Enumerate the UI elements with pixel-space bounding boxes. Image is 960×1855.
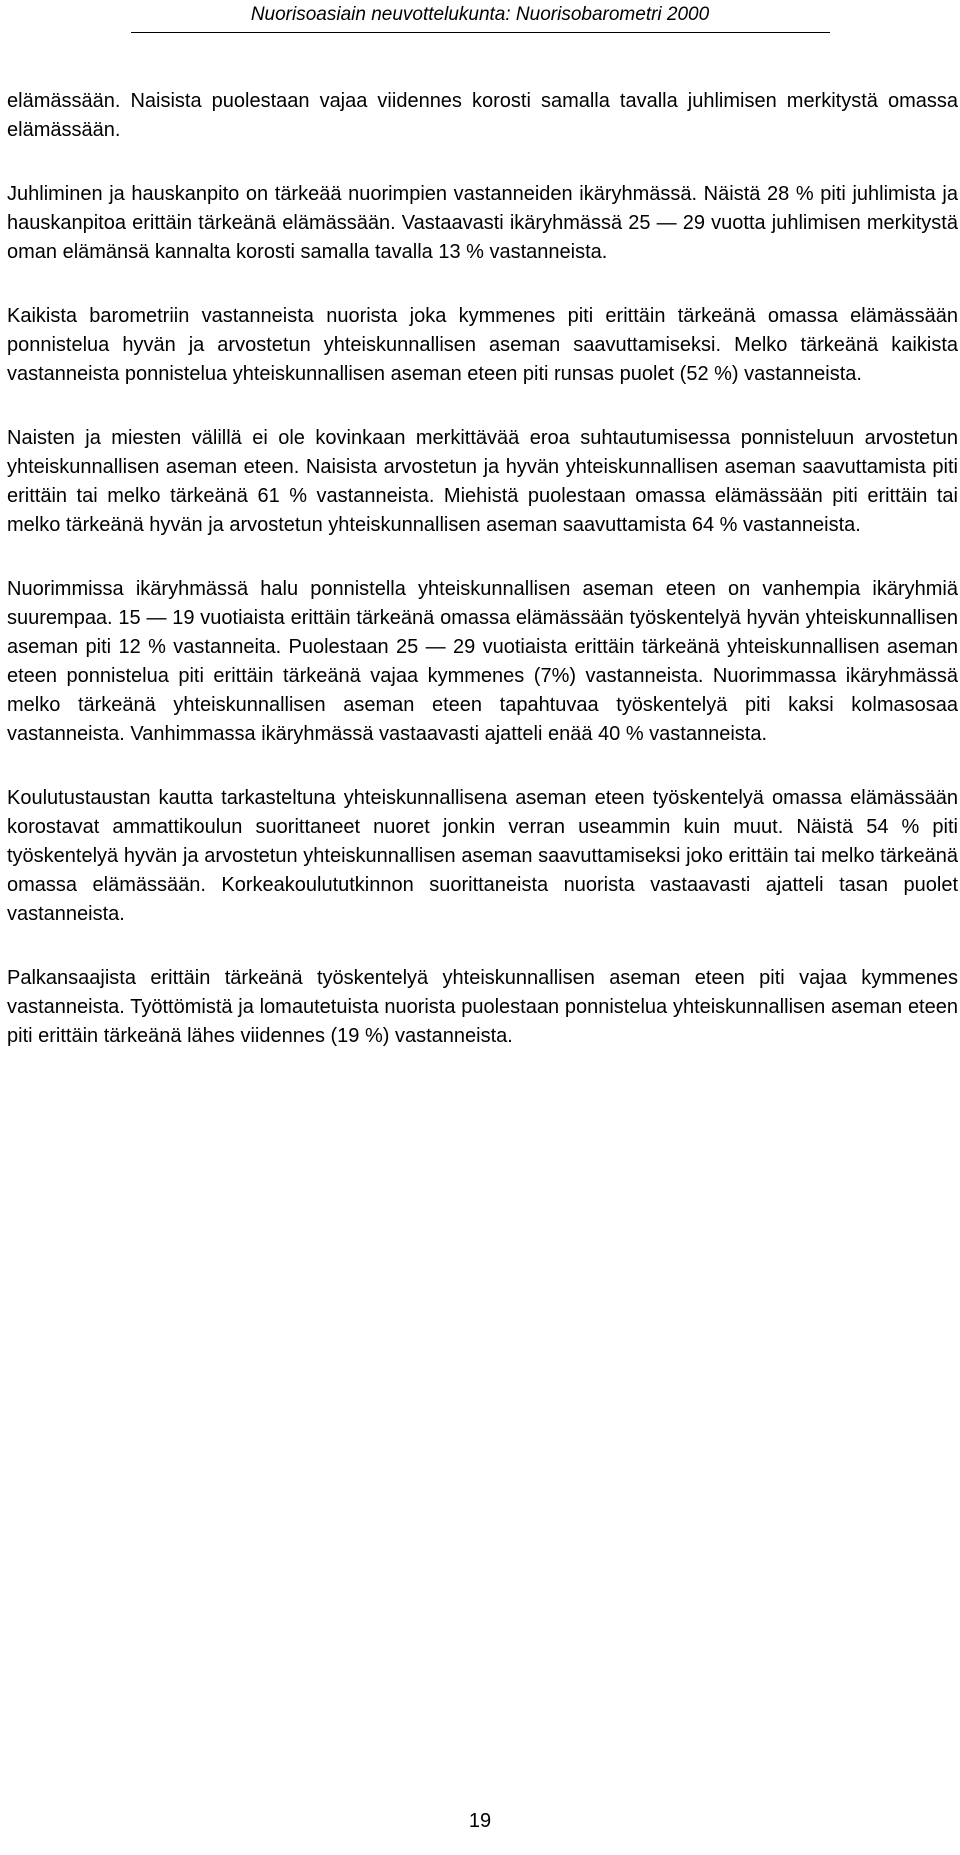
paragraph-1: elämässään. Naisista puolestaan vajaa viidennes korosti samalla tavalla juhlimisen merkitystä omassa elämässään. (7, 90, 958, 141)
body-text (7, 87, 958, 1086)
paragraph-7: Palkansaajista erittäin tärkeänä työskentelyä yhteiskunnallisen aseman eteen piti vajaa kymmenes vastanneista. Työttömistä ja lomautetuista nuorista puolestaan ponnistelua yhteiskunnallisen aseman eteen piti erittäin tärkeänä lähes viidennes (19 %) vastanneista. (7, 967, 958, 1047)
paragraph-6: Koulutustaustan kautta tarkasteltuna yhteiskunnallisena aseman eteen työskentelyä omassa elämässään korostavat ammattikoulun suorittaneet nuoret jonkin verran useammin kuin muut. Näistä 54 % piti työskentelyä hyvän ja arvostetun yhteiskunnallisen aseman saavuttamiseksi joko erittäin tai melko tärkeänä omassa elämässään. Korkeakoulututkinnon suorittaneista nuorista vastaavasti ajatteli tasan puolet vastanneista. (7, 787, 958, 925)
running-header: Nuorisoasiain neuvottelukunta: Nuorisobarometri 2000 (250, 4, 710, 25)
paragraph-5: Nuorimmissa ikäryhmässä halu ponnistella yhteiskunnallisen aseman eteen on vanhempia ikäryhmiä suurempaa. 15 — 19 vuotiaista erittäin tärkeänä omassa elämässään työskentelyä hyvän yhteiskunnallisen aseman piti 12 % vastanneita. Puolestaan 25 — 29 vuotiaista erittäin tärkeänä yhteiskunnallisen aseman eteen ponnistelua piti erittäin tärkeänä vajaa kymmenes (7%) vastanneista. Nuorimmassa ikäryhmässä melko tärkeänä yhteiskunnallisen aseman eteen tapahtuvaa työskentelyä piti kaksi kolmasosaa vastanneista. Vanhimmassa ikäryhmässä vastaavasti ajatteli enää 40 % vastanneista. (7, 578, 958, 745)
header-rule (131, 32, 830, 33)
paragraph-2: Juhliminen ja hauskanpito on tärkeää nuorimpien vastanneiden ikäryhmässä. Näistä 28 % piti juhlimista ja hauskanpitoa erittäin tärkeänä elämässään. Vastaavasti ikäryhmässä 25 — 29 vuotta juhlimisen merkitystä oman elämänsä kannalta korosti samalla tavalla 13 % vastanneista. (7, 183, 958, 263)
paragraph-4: Naisten ja miesten välillä ei ole kovinkaan merkittävää eroa suhtautumisessa ponnisteluun arvostetun yhteiskunnallisen aseman eteen. Naisista arvostetun ja hyvän yhteiskunnallisen aseman saavuttamista piti erittäin tai melko tärkeänä 61 % vastanneista. Miehistä puolestaan omassa elämässään piti erittäin tai melko tärkeänä hyvän ja arvostetun yhteiskunnallisen aseman saavuttamista 64 % vastanneista. (7, 427, 958, 536)
paragraph-3: Kaikista barometriin vastanneista nuorista joka kymmenes piti erittäin tärkeänä omassa elämässään ponnistelua hyvän ja arvostetun yhteiskunnallisen aseman saavuttamiseksi. Melko tärkeänä kaikista vastanneista ponnistelua yhteiskunnallisen aseman eteen piti runsas puolet (52 %) vastanneista. (7, 305, 958, 385)
page-number: 19 (468, 1810, 492, 1832)
